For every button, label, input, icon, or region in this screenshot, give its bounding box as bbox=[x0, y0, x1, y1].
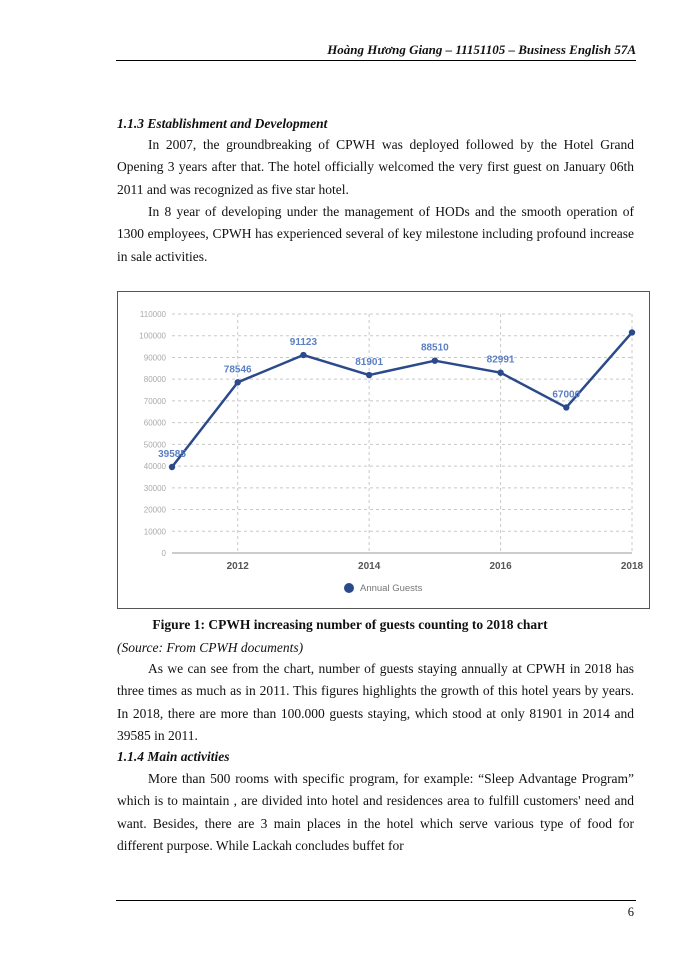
data-point bbox=[169, 464, 175, 470]
data-point bbox=[300, 352, 306, 358]
x-tick-label: 2012 bbox=[226, 561, 249, 572]
data-point bbox=[432, 357, 438, 363]
guests-chart bbox=[117, 291, 650, 609]
x-tick-label: 2018 bbox=[620, 561, 644, 572]
footer-divider bbox=[116, 900, 636, 901]
paragraph-activities: More than 500 rooms with specific program, for example: “Sleep Advantage Program” which is to maintain , are divided into hotel and residences area to fulfill customers' need and want. Besides, there are 3 main places in the hotel which serve various type of food for different purpose. While Lackah concludes buffet for bbox=[117, 771, 634, 853]
y-tick-label: 30000 bbox=[143, 483, 166, 493]
data-point bbox=[629, 329, 635, 335]
guests-chart-svg bbox=[118, 292, 649, 608]
data-point bbox=[563, 404, 569, 410]
y-tick-label: 20000 bbox=[143, 505, 166, 515]
y-tick-label: 10000 bbox=[143, 527, 166, 537]
y-tick-label: 0 bbox=[161, 549, 166, 558]
section-heading-establishment: 1.1.3 Establishment and Development bbox=[117, 116, 328, 131]
figure-caption: Figure 1: CPWH increasing number of guests counting to 2018 chart bbox=[152, 617, 548, 632]
page-number: 6 bbox=[627, 905, 634, 919]
data-point bbox=[366, 372, 372, 378]
paragraph-establishment-2: In 8 year of developing under the management of HODs and the smooth operation of 1300 employees, CPWH has experienced several of key milestone including profound increase in sale activities. bbox=[117, 204, 634, 264]
section-heading-activities: 1.1.4 Main activities bbox=[117, 749, 230, 764]
y-tick-label: 70000 bbox=[143, 396, 166, 406]
data-point bbox=[497, 369, 503, 375]
x-tick-label: 2016 bbox=[489, 561, 512, 572]
y-tick-label: 80000 bbox=[143, 375, 166, 385]
legend-marker bbox=[344, 583, 354, 593]
paragraph-establishment-1: In 2007, the groundbreaking of CPWH was deployed followed by the Hotel Grand Opening 3 years after that. The hotel officially welcomed the very first guest on January 06th 2011 and was recognized as five star hotel. bbox=[117, 137, 634, 197]
data-label: 81901 bbox=[355, 357, 384, 369]
y-tick-label: 60000 bbox=[143, 418, 166, 428]
data-point bbox=[235, 379, 241, 385]
data-label: 39585 bbox=[158, 448, 186, 460]
data-label: 78546 bbox=[223, 364, 252, 376]
y-tick-label: 40000 bbox=[143, 462, 166, 472]
y-tick-label: 50000 bbox=[143, 440, 166, 450]
y-tick-label: 90000 bbox=[143, 353, 166, 363]
y-tick-label: 110000 bbox=[139, 310, 166, 319]
paragraph-analysis: As we can see from the chart, number of guests staying annually at CPWH in 2018 has three times as much as in 2011. This figures highlights the growth of this hotel years by years. In 2018, there are more than 100.000 guests staying, which stood at only 81901 in 2014 and 39585 in 2011. bbox=[117, 661, 634, 743]
data-label: 88510 bbox=[420, 342, 449, 354]
header-author: Hoàng Hương Giang – 11151105 – Business English 57A bbox=[327, 42, 636, 57]
y-tick-label: 100000 bbox=[139, 331, 166, 341]
x-tick-label: 2014 bbox=[358, 561, 381, 572]
data-label: 91123 bbox=[289, 337, 318, 349]
legend-label: Annual Guests bbox=[360, 583, 423, 594]
data-label: 82991 bbox=[486, 354, 515, 366]
data-label: 67000 bbox=[552, 389, 581, 401]
header-divider bbox=[116, 60, 636, 61]
figure-source: (Source: From CPWH documents) bbox=[117, 640, 304, 655]
